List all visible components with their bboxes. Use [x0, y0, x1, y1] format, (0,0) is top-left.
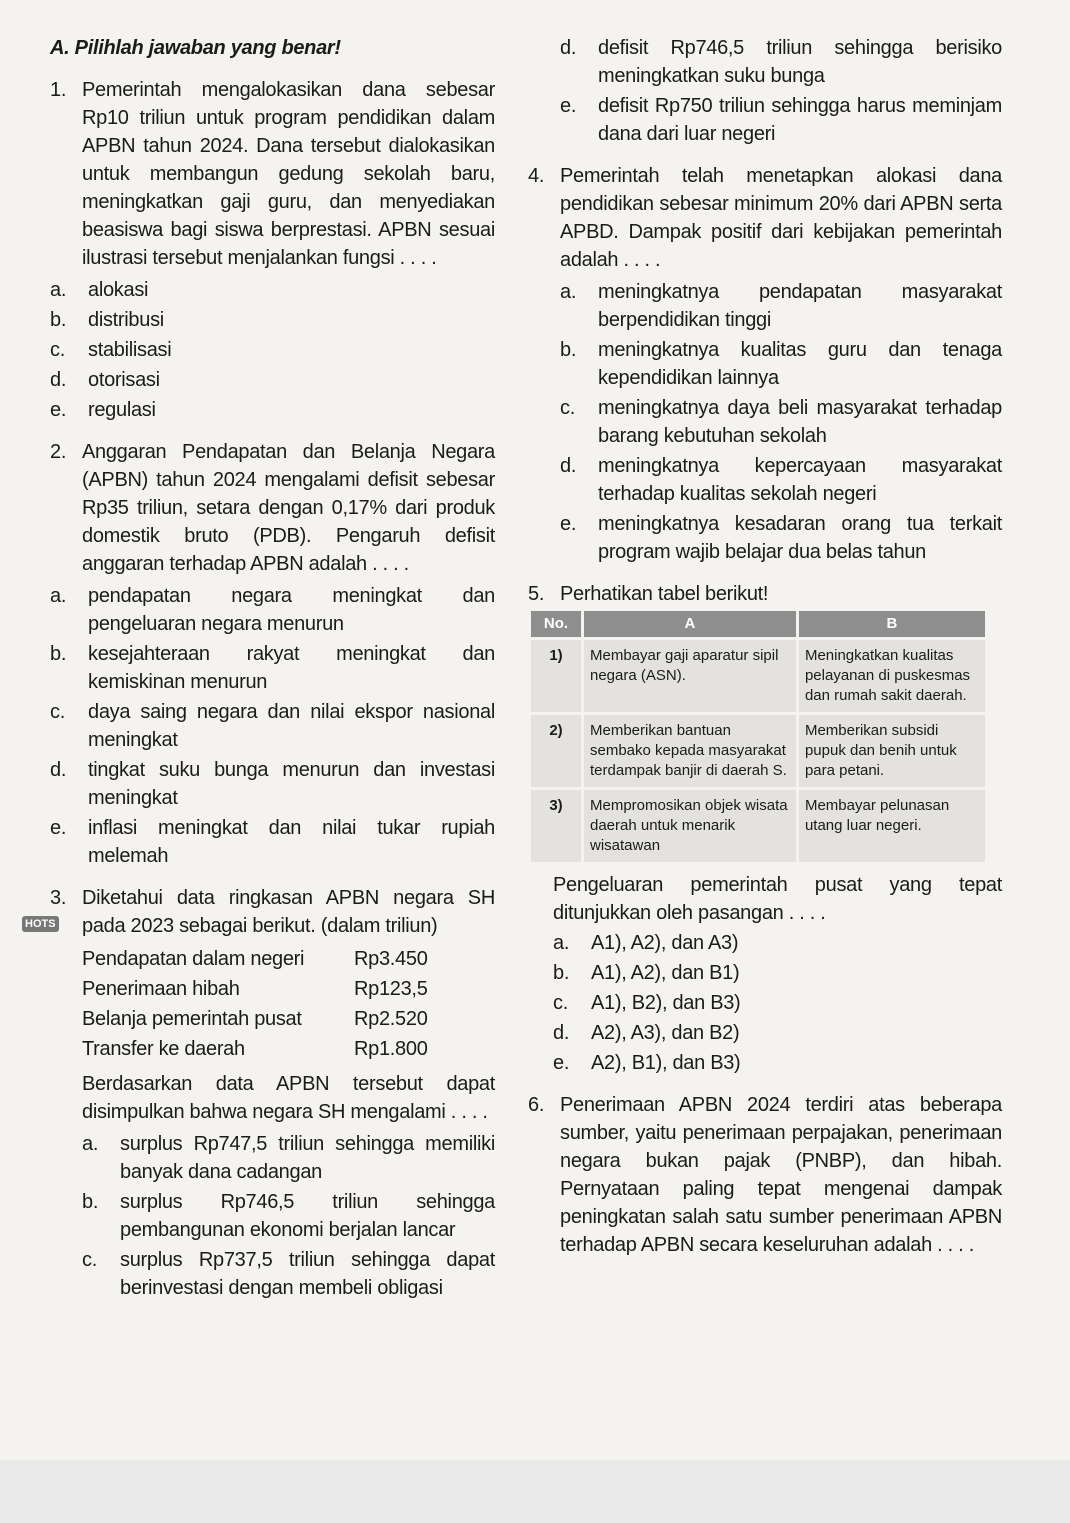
option-3e[interactable]: e. defisit Rp750 triliun sehingga harus meminjam dana dari luar negeri: [560, 95, 1002, 145]
left-column: [25, 34, 495, 1316]
column-header: B: [799, 611, 985, 637]
option-4d[interactable]: d. meningkatnya kepercayaan masyarakat terhadap kualitas sekolah negeri: [560, 455, 1002, 505]
option-1d[interactable]: d. otorisasi: [50, 369, 160, 391]
option-4a[interactable]: a. meningkatnya pendapatan masyarakat berpendidikan tinggi: [560, 281, 1002, 331]
section-heading: A. Pilihlah jawaban yang benar!: [50, 37, 341, 59]
option-4e[interactable]: e. meningkatnya kesadaran orang tua terkait program wajib belajar dua belas tahun: [560, 513, 1002, 563]
option-5c[interactable]: c. A1), B2), dan B3): [553, 992, 741, 1014]
option-2d[interactable]: d. tingkat suku bunga menurun dan investasi meningkat: [50, 759, 495, 809]
column-header: No.: [531, 611, 581, 637]
option-2b[interactable]: b. kesejahteraan rakyat meningkat dan kemiskinan menurun: [50, 643, 495, 693]
apbn-data-list: [50, 944, 495, 1064]
option-3d[interactable]: d. defisit Rp746,5 triliun sehingga berisiko meningkatkan suku bunga: [560, 37, 1002, 87]
question-5-table: [528, 608, 988, 865]
option-4b[interactable]: b. meningkatnya kualitas guru dan tenaga kependidikan lainnya: [560, 339, 1002, 389]
option-3b[interactable]: b. surplus Rp746,5 triliun sehingga pembangunan ekonomi berjalan lancar: [82, 1191, 495, 1241]
option-1b[interactable]: b. distribusi: [50, 309, 164, 331]
question-6: 6. Penerimaan APBN 2024 terdiri atas beberapa sumber, yaitu penerimaan perpajakan, penerimaan negara bukan pajak (PNBP), dan hibah. Pernyataan paling tepat mengenai dampak peningkatan salah satu sumber penerimaan APBN terhadap APBN secara keseluruhan adalah . . . .: [528, 1094, 1002, 1256]
option-2e[interactable]: e. inflasi meningkat dan nilai tukar rupiah melemah: [50, 817, 495, 867]
option-5d[interactable]: d. A2), A3), dan B2): [553, 1022, 740, 1044]
option-1e[interactable]: e. regulasi: [50, 399, 156, 421]
data-row: Penerimaan hibah Rp123,5: [82, 978, 428, 1000]
question-5-prompt: Pengeluaran pemerintah pusat yang tepat ditunjukkan oleh pasangan . . . .: [553, 874, 1002, 924]
question-3-continued: [528, 34, 1002, 148]
option-1c[interactable]: c. stabilisasi: [50, 339, 172, 361]
hots-badge: HOTS: [22, 916, 59, 932]
right-column: [528, 32, 1002, 1273]
option-5e[interactable]: e. A2), B1), dan B3): [553, 1052, 741, 1074]
option-5b[interactable]: b. A1), A2), dan B1): [553, 962, 740, 984]
question-4: 4. Pemerintah telah menetapkan alokasi dana pendidikan sebesar minimum 20% dari APBN serta APBD. Dampak positif dari kebijakan pemerintah adalah . . . . a. meningkatnya pendapatan masyarakat berpendidikan tinggi b. meningkatnya kualitas guru dan tenaga kependidikan lainnya c. meningkatnya daya beli masyarakat terhadap barang kebutuhan sekolah d. meningkatnya kepercayaan masyarakat terhadap kualitas sekolah negeri e. meningkatnya kesadaran orang tua terkait program wajib belajar dua belas tahun: [528, 162, 1002, 566]
option-4c[interactable]: c. meningkatnya daya beli masyarakat terhadap barang kebutuhan sekolah: [560, 397, 1002, 447]
table-row: 1) Membayar gaji aparatur sipil negara (ASN). Meningkatkan kualitas pelayanan di puskesmas dan rumah sakit daerah.: [531, 640, 985, 712]
option-2c[interactable]: c. daya saing negara dan nilai ekspor nasional meningkat: [50, 701, 495, 751]
option-3c[interactable]: c. surplus Rp737,5 triliun sehingga dapat berinvestasi dengan membeli obligasi: [82, 1249, 495, 1299]
table-row: 3) Mempromosikan objek wisata daerah untuk menarik wisatawan Membayar pelunasan utang luar negeri.: [531, 790, 985, 862]
option-2a[interactable]: a. pendapatan negara meningkat dan pengeluaran negara menurun: [50, 585, 495, 635]
option-1a[interactable]: a. alokasi: [50, 279, 149, 301]
option-3a[interactable]: a. surplus Rp747,5 triliun sehingga memiliki banyak dana cadangan: [82, 1133, 495, 1183]
data-row: Pendapatan dalam negeri Rp3.450: [82, 948, 428, 970]
data-row: Transfer ke daerah Rp1.800: [82, 1038, 428, 1060]
question-3: 3. HOTS Diketahui data ringkasan APBN negara SH pada 2023 sebagai berikut. (dalam triliun) Pendapatan dalam negeri Rp3.450 Penerimaan hibah Rp123,5 Belanja pemerintah pusat Rp2.520 Transfer ke daerah Rp1.800 Berdasarkan data APBN tersebut dapat disimpulkan bahwa negara SH mengalami . . . . a. surplus Rp747,5 triliun sehingga memiliki banyak dana cadangan b. surplus Rp746,5 triliun sehingga pembangunan ekonomi berjalan lancar c. surplus Rp737,5 triliun sehingga dapat berinvestasi dengan membeli obligasi: [50, 884, 495, 1302]
table-row: 2) Memberikan bantuan sembako kepada masyarakat terdampak banjir di daerah S. Memberikan subsidi pupuk dan benih untuk para petani.: [531, 715, 985, 787]
option-5a[interactable]: a. A1), A2), dan A3): [553, 932, 739, 954]
question-1: 1. Pemerintah mengalokasikan dana sebesar Rp10 triliun untuk program pendidikan dalam APBN tahun 2024. Dana tersebut dialokasikan untuk membangun gedung sekolah baru, meningkatkan gaji guru, dan menyediakan beasiswa bagi siswa berprestasi. APBN sesuai ilustrasi tersebut menjalankan fungsi . . . . a. alokasi b. distribusi c. stabilisasi d. otorisasi e. regulasi: [50, 76, 495, 424]
column-header: A: [584, 611, 796, 637]
question-5: 5. Perhatikan tabel berikut! No. A B 1) Membayar gaji aparatur sipil negara (ASN). Meningkatkan kualitas pelayanan di puskesmas dan rumah sakit daerah. 2) Memberikan bantuan sembako kepada masyarakat terdampak banjir di daerah S. Memberikan subsidi pupuk dan benih untuk para petani. 3) Mempromosikan objek wisata daerah untuk menarik wisatawan Membayar pelunasan utang luar negeri. Pengeluaran pemerintah pusat yang tepat ditunjukkan oleh pasangan . . . . a. A1), A2), dan A3) b. A1), A2), dan B1) c. A1), B2), dan B3) d. A2), A3), dan B2) e. A2), B1), dan B3): [528, 580, 1002, 1077]
question-2: 2. Anggaran Pendapatan dan Belanja Negara (APBN) tahun 2024 mengalami defisit sebesar Rp35 triliun, setara dengan 0,17% dari produk domestik bruto (PDB). Pengaruh defisit anggaran terhadap APBN adalah . . . . a. pendapatan negara meningkat dan pengeluaran negara menurun b. kesejahteraan rakyat meningkat dan kemiskinan menurun c. daya saing negara dan nilai ekspor nasional meningkat d. tingkat suku bunga menurun dan investasi meningkat e. inflasi meningkat dan nilai tukar rupiah melemah: [50, 438, 495, 870]
question-3-prompt: Berdasarkan data APBN tersebut dapat disimpulkan bahwa negara SH mengalami . . . .: [82, 1073, 495, 1123]
data-row: Belanja pemerintah pusat Rp2.520: [82, 1008, 428, 1030]
